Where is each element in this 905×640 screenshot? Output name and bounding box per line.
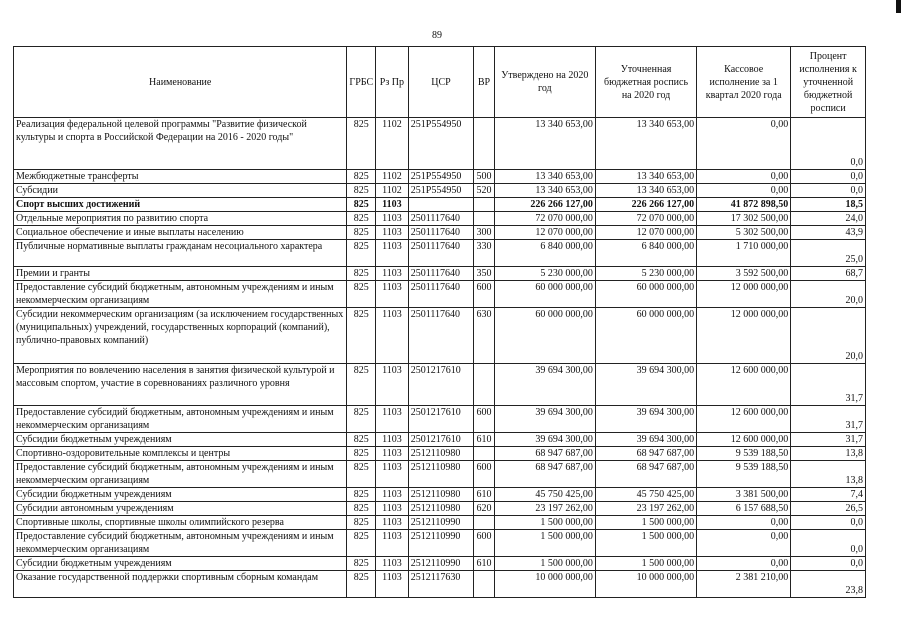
cell-refined: 68 947 687,00 bbox=[595, 461, 696, 488]
cell-percent: 24,0 bbox=[791, 212, 866, 226]
header-name: Наименование bbox=[14, 47, 347, 118]
cell-rzpr: 1103 bbox=[376, 281, 409, 308]
cell-percent: 0,0 bbox=[791, 170, 866, 184]
cell-refined: 45 750 425,00 bbox=[595, 488, 696, 502]
cell-name: Спортивные школы, спортивные школы олимпийского резерва bbox=[14, 516, 347, 530]
table-row bbox=[14, 571, 866, 598]
cell-vr: 600 bbox=[474, 461, 494, 488]
table-header-row bbox=[14, 47, 866, 118]
cell-csr bbox=[408, 198, 473, 212]
table-row bbox=[14, 406, 866, 433]
cell-refined: 72 070 000,00 bbox=[595, 212, 696, 226]
cell-percent: 26,5 bbox=[791, 502, 866, 516]
cell-percent: 0,0 bbox=[791, 516, 866, 530]
cell-grbs: 825 bbox=[347, 308, 376, 364]
cell-cash: 12 600 000,00 bbox=[697, 433, 791, 447]
cell-csr: 2512117630 bbox=[408, 571, 473, 598]
cell-refined: 60 000 000,00 bbox=[595, 308, 696, 364]
cell-csr: 251P554950 bbox=[408, 184, 473, 198]
cell-cash: 12 000 000,00 bbox=[697, 281, 791, 308]
cell-cash: 17 302 500,00 bbox=[697, 212, 791, 226]
cell-approved: 39 694 300,00 bbox=[494, 406, 595, 433]
cell-csr: 2501117640 bbox=[408, 308, 473, 364]
cell-approved: 60 000 000,00 bbox=[494, 281, 595, 308]
cell-vr: 610 bbox=[474, 433, 494, 447]
cell-rzpr: 1103 bbox=[376, 212, 409, 226]
cell-vr: 600 bbox=[474, 281, 494, 308]
scan-edge-mark bbox=[896, 0, 901, 13]
cell-name: Оказание государственной поддержки спортивным сборным командам bbox=[14, 571, 347, 598]
cell-percent: 18,5 bbox=[791, 198, 866, 212]
cell-grbs: 825 bbox=[347, 212, 376, 226]
cell-refined: 60 000 000,00 bbox=[595, 281, 696, 308]
header-percent: Процент исполнения к уточненной бюджетной росписи bbox=[791, 47, 866, 118]
cell-csr: 2512110980 bbox=[408, 447, 473, 461]
cell-refined: 39 694 300,00 bbox=[595, 433, 696, 447]
cell-approved: 72 070 000,00 bbox=[494, 212, 595, 226]
cell-percent: 31,7 bbox=[791, 433, 866, 447]
header-csr: ЦСР bbox=[408, 47, 473, 118]
cell-rzpr: 1103 bbox=[376, 571, 409, 598]
table-row bbox=[14, 433, 866, 447]
cell-refined: 226 266 127,00 bbox=[595, 198, 696, 212]
cell-grbs: 825 bbox=[347, 240, 376, 267]
cell-percent: 31,7 bbox=[791, 406, 866, 433]
cell-vr: 630 bbox=[474, 308, 494, 364]
table-row bbox=[14, 530, 866, 557]
cell-name: Отдельные мероприятия по развитию спорта bbox=[14, 212, 347, 226]
cell-name: Предоставление субсидий бюджетным, автономным учреждениям и иным некоммерческим организациям bbox=[14, 406, 347, 433]
table-row bbox=[14, 447, 866, 461]
cell-approved: 12 070 000,00 bbox=[494, 226, 595, 240]
cell-refined: 1 500 000,00 bbox=[595, 557, 696, 571]
cell-approved: 10 000 000,00 bbox=[494, 571, 595, 598]
cell-cash: 2 381 210,00 bbox=[697, 571, 791, 598]
cell-vr: 600 bbox=[474, 406, 494, 433]
table-row bbox=[14, 364, 866, 406]
page-number: 89 bbox=[432, 30, 442, 41]
cell-name: Субсидии бюджетным учреждениям bbox=[14, 433, 347, 447]
table-row bbox=[14, 461, 866, 488]
cell-name: Субсидии бюджетным учреждениям bbox=[14, 488, 347, 502]
cell-approved: 60 000 000,00 bbox=[494, 308, 595, 364]
header-grbs: ГРБС bbox=[347, 47, 376, 118]
cell-vr: 520 bbox=[474, 184, 494, 198]
cell-rzpr: 1103 bbox=[376, 557, 409, 571]
cell-refined: 5 230 000,00 bbox=[595, 267, 696, 281]
cell-grbs: 825 bbox=[347, 461, 376, 488]
table-row bbox=[14, 488, 866, 502]
cell-cash: 0,00 bbox=[697, 118, 791, 170]
table-row bbox=[14, 557, 866, 571]
cell-approved: 5 230 000,00 bbox=[494, 267, 595, 281]
cell-approved: 45 750 425,00 bbox=[494, 488, 595, 502]
cell-refined: 39 694 300,00 bbox=[595, 406, 696, 433]
cell-approved: 1 500 000,00 bbox=[494, 557, 595, 571]
header-refined: Уточненная бюджетная роспись на 2020 год bbox=[595, 47, 696, 118]
cell-approved: 13 340 653,00 bbox=[494, 118, 595, 170]
cell-vr bbox=[474, 447, 494, 461]
cell-cash: 0,00 bbox=[697, 170, 791, 184]
cell-refined: 1 500 000,00 bbox=[595, 530, 696, 557]
cell-grbs: 825 bbox=[347, 433, 376, 447]
table-row bbox=[14, 118, 866, 170]
header-approved: Утверждено на 2020 год bbox=[494, 47, 595, 118]
cell-vr bbox=[474, 212, 494, 226]
cell-rzpr: 1103 bbox=[376, 406, 409, 433]
cell-vr: 600 bbox=[474, 530, 494, 557]
cell-name: Спорт высших достижений bbox=[14, 198, 347, 212]
cell-cash: 9 539 188,50 bbox=[697, 461, 791, 488]
cell-refined: 23 197 262,00 bbox=[595, 502, 696, 516]
cell-cash: 3 381 500,00 bbox=[697, 488, 791, 502]
cell-grbs: 825 bbox=[347, 198, 376, 212]
cell-refined: 39 694 300,00 bbox=[595, 364, 696, 406]
cell-approved: 39 694 300,00 bbox=[494, 433, 595, 447]
cell-approved: 68 947 687,00 bbox=[494, 447, 595, 461]
cell-name: Предоставление субсидий бюджетным, автономным учреждениям и иным некоммерческим организациям bbox=[14, 530, 347, 557]
cell-rzpr: 1102 bbox=[376, 118, 409, 170]
cell-refined: 10 000 000,00 bbox=[595, 571, 696, 598]
cell-cash: 12 600 000,00 bbox=[697, 364, 791, 406]
cell-approved: 39 694 300,00 bbox=[494, 364, 595, 406]
cell-rzpr: 1103 bbox=[376, 502, 409, 516]
table-row bbox=[14, 502, 866, 516]
cell-rzpr: 1103 bbox=[376, 364, 409, 406]
cell-grbs: 825 bbox=[347, 281, 376, 308]
cell-grbs: 825 bbox=[347, 502, 376, 516]
budget-table bbox=[13, 46, 866, 598]
cell-name: Мероприятия по вовлечению населения в занятия физической культурой и массовым спортом, участие в соревнованиях различного уровня bbox=[14, 364, 347, 406]
cell-csr: 2501217610 bbox=[408, 364, 473, 406]
cell-percent: 0,0 bbox=[791, 118, 866, 170]
cell-cash: 6 157 688,50 bbox=[697, 502, 791, 516]
cell-csr: 2512110990 bbox=[408, 557, 473, 571]
cell-rzpr: 1103 bbox=[376, 461, 409, 488]
cell-cash: 41 872 898,50 bbox=[697, 198, 791, 212]
cell-vr bbox=[474, 364, 494, 406]
cell-name: Спортивно-оздоровительные комплексы и центры bbox=[14, 447, 347, 461]
cell-rzpr: 1103 bbox=[376, 226, 409, 240]
cell-csr: 2501117640 bbox=[408, 226, 473, 240]
cell-cash: 0,00 bbox=[697, 530, 791, 557]
cell-refined: 6 840 000,00 bbox=[595, 240, 696, 267]
table-row bbox=[14, 281, 866, 308]
cell-grbs: 825 bbox=[347, 488, 376, 502]
cell-name: Премии и гранты bbox=[14, 267, 347, 281]
cell-grbs: 825 bbox=[347, 184, 376, 198]
cell-rzpr: 1102 bbox=[376, 170, 409, 184]
cell-csr: 2501217610 bbox=[408, 406, 473, 433]
table-row bbox=[14, 198, 866, 212]
cell-vr: 500 bbox=[474, 170, 494, 184]
cell-cash: 3 592 500,00 bbox=[697, 267, 791, 281]
cell-name: Социальное обеспечение и иные выплаты населению bbox=[14, 226, 347, 240]
cell-percent: 0,0 bbox=[791, 184, 866, 198]
cell-name: Субсидии бюджетным учреждениям bbox=[14, 557, 347, 571]
cell-rzpr: 1103 bbox=[376, 516, 409, 530]
cell-rzpr: 1103 bbox=[376, 447, 409, 461]
cell-cash: 12 000 000,00 bbox=[697, 308, 791, 364]
cell-refined: 13 340 653,00 bbox=[595, 184, 696, 198]
cell-percent: 13,8 bbox=[791, 447, 866, 461]
cell-csr: 2512110990 bbox=[408, 516, 473, 530]
table-row bbox=[14, 212, 866, 226]
cell-rzpr: 1102 bbox=[376, 184, 409, 198]
table-row bbox=[14, 184, 866, 198]
cell-grbs: 825 bbox=[347, 226, 376, 240]
cell-grbs: 825 bbox=[347, 516, 376, 530]
header-cash: Кассовое исполнение за 1 квартал 2020 года bbox=[697, 47, 791, 118]
cell-approved: 226 266 127,00 bbox=[494, 198, 595, 212]
cell-name: Публичные нормативные выплаты гражданам несоциального характера bbox=[14, 240, 347, 267]
cell-approved: 1 500 000,00 bbox=[494, 530, 595, 557]
cell-percent: 31,7 bbox=[791, 364, 866, 406]
cell-approved: 1 500 000,00 bbox=[494, 516, 595, 530]
cell-percent: 7,4 bbox=[791, 488, 866, 502]
cell-csr: 2501117640 bbox=[408, 240, 473, 267]
cell-csr: 2501117640 bbox=[408, 212, 473, 226]
cell-vr: 610 bbox=[474, 488, 494, 502]
cell-csr: 251P554950 bbox=[408, 170, 473, 184]
cell-approved: 13 340 653,00 bbox=[494, 184, 595, 198]
cell-grbs: 825 bbox=[347, 118, 376, 170]
cell-grbs: 825 bbox=[347, 530, 376, 557]
cell-csr: 251P554950 bbox=[408, 118, 473, 170]
cell-csr: 2512110980 bbox=[408, 502, 473, 516]
cell-vr: 330 bbox=[474, 240, 494, 267]
cell-refined: 12 070 000,00 bbox=[595, 226, 696, 240]
cell-cash: 12 600 000,00 bbox=[697, 406, 791, 433]
cell-approved: 23 197 262,00 bbox=[494, 502, 595, 516]
table-row bbox=[14, 240, 866, 267]
cell-grbs: 825 bbox=[347, 557, 376, 571]
cell-rzpr: 1103 bbox=[376, 488, 409, 502]
cell-grbs: 825 bbox=[347, 364, 376, 406]
cell-cash: 1 710 000,00 bbox=[697, 240, 791, 267]
table-row bbox=[14, 267, 866, 281]
cell-csr: 2501117640 bbox=[408, 267, 473, 281]
cell-cash: 0,00 bbox=[697, 516, 791, 530]
header-vr: ВР bbox=[474, 47, 494, 118]
cell-rzpr: 1103 bbox=[376, 240, 409, 267]
cell-rzpr: 1103 bbox=[376, 308, 409, 364]
cell-csr: 2512110980 bbox=[408, 461, 473, 488]
cell-grbs: 825 bbox=[347, 170, 376, 184]
cell-rzpr: 1103 bbox=[376, 267, 409, 281]
cell-cash: 0,00 bbox=[697, 184, 791, 198]
table-row bbox=[14, 226, 866, 240]
cell-csr: 2512110980 bbox=[408, 488, 473, 502]
cell-refined: 13 340 653,00 bbox=[595, 170, 696, 184]
table-row bbox=[14, 308, 866, 364]
table-row bbox=[14, 516, 866, 530]
cell-approved: 68 947 687,00 bbox=[494, 461, 595, 488]
cell-refined: 1 500 000,00 bbox=[595, 516, 696, 530]
cell-vr: 620 bbox=[474, 502, 494, 516]
cell-approved: 13 340 653,00 bbox=[494, 170, 595, 184]
cell-refined: 13 340 653,00 bbox=[595, 118, 696, 170]
cell-name: Субсидии автономным учреждениям bbox=[14, 502, 347, 516]
cell-vr bbox=[474, 198, 494, 212]
cell-grbs: 825 bbox=[347, 267, 376, 281]
cell-name: Реализация федеральной целевой программы "Развитие физической культуры и спорта в Российской Федерации на 2016 - 2020 годы" bbox=[14, 118, 347, 170]
cell-vr: 300 bbox=[474, 226, 494, 240]
cell-percent: 0,0 bbox=[791, 557, 866, 571]
header-rzpr: Рз Пр bbox=[376, 47, 409, 118]
table-body bbox=[14, 118, 866, 598]
cell-cash: 5 302 500,00 bbox=[697, 226, 791, 240]
cell-grbs: 825 bbox=[347, 571, 376, 598]
cell-cash: 9 539 188,50 bbox=[697, 447, 791, 461]
cell-name: Предоставление субсидий бюджетным, автономным учреждениям и иным некоммерческим организациям bbox=[14, 281, 347, 308]
cell-grbs: 825 bbox=[347, 406, 376, 433]
cell-vr bbox=[474, 118, 494, 170]
cell-vr: 350 bbox=[474, 267, 494, 281]
cell-percent: 20,0 bbox=[791, 281, 866, 308]
cell-percent: 25,0 bbox=[791, 240, 866, 267]
cell-approved: 6 840 000,00 bbox=[494, 240, 595, 267]
cell-name: Предоставление субсидий бюджетным, автономным учреждениям и иным некоммерческим организациям bbox=[14, 461, 347, 488]
cell-percent: 0,0 bbox=[791, 530, 866, 557]
cell-rzpr: 1103 bbox=[376, 433, 409, 447]
cell-refined: 68 947 687,00 bbox=[595, 447, 696, 461]
cell-name: Субсидии bbox=[14, 184, 347, 198]
cell-vr: 610 bbox=[474, 557, 494, 571]
cell-percent: 68,7 bbox=[791, 267, 866, 281]
cell-csr: 2512110990 bbox=[408, 530, 473, 557]
cell-percent: 20,0 bbox=[791, 308, 866, 364]
cell-rzpr: 1103 bbox=[376, 198, 409, 212]
table-row bbox=[14, 170, 866, 184]
cell-cash: 0,00 bbox=[697, 557, 791, 571]
cell-percent: 13,8 bbox=[791, 461, 866, 488]
cell-vr bbox=[474, 516, 494, 530]
cell-rzpr: 1103 bbox=[376, 530, 409, 557]
cell-percent: 43,9 bbox=[791, 226, 866, 240]
cell-csr: 2501117640 bbox=[408, 281, 473, 308]
cell-name: Субсидии некоммерческим организациям (за исключением государственных (муниципальных) учреждений, государственных корпораций (компаний), публично-правовых компаний) bbox=[14, 308, 347, 364]
cell-name: Межбюджетные трансферты bbox=[14, 170, 347, 184]
cell-csr: 2501217610 bbox=[408, 433, 473, 447]
cell-vr bbox=[474, 571, 494, 598]
cell-percent: 23,8 bbox=[791, 571, 866, 598]
cell-grbs: 825 bbox=[347, 447, 376, 461]
